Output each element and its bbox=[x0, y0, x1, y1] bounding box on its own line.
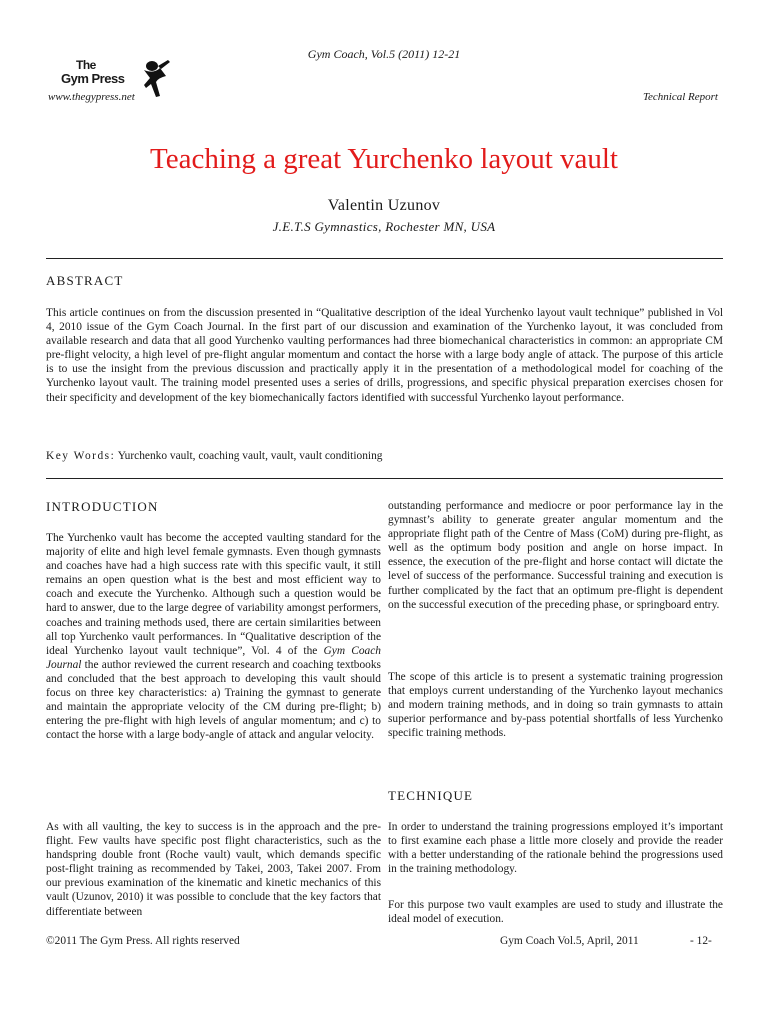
abstract-heading: ABSTRACT bbox=[46, 273, 124, 288]
journal-name-italic: Gym Coach Journal bbox=[46, 644, 381, 671]
introduction-paragraph-3: outstanding performance and mediocre or poor performance lay in the gymnast’s ability to generate greater angular momentum and the appropriate flight path of the Centre of Mass (CoM) during pre-flight, as well as the optimum body position and angle on horse impact. In essence, the execution of the pre-flight and horse contact will dictate the level of success of the performance. Successful training and execution is further complicated by the fact that an optimum pre-flight is dependent on the successful execution of the preceding phase, or springboard entry. bbox=[388, 500, 723, 611]
author-affiliation: J.E.T.S Gymnastics, Rochester MN, USA bbox=[272, 219, 496, 234]
intro-p1-part2: the author reviewed the current research and coaching textbooks and concluded that the best approach to developing this vault should focus on three key characteristics: a) Training the gymnast to generate and maintain the appropriate velocity of the CM during pre-flight; b) entering the pre-flight with high levels of angular momentum; and c) to contact the horse with a large body-angle of attack and angular velocity. bbox=[46, 658, 381, 742]
introduction-paragraph-4: The scope of this article is to present a systematic training progression that employs current understanding of the Yurchenko layout mechanics and modern training methods, and in doing so train gymnasts to attain superior performance and by-pass potential shortfalls of less Yurchenko specific training methods. bbox=[388, 671, 723, 740]
keywords-label: Key Words: bbox=[46, 450, 116, 462]
technique-paragraph-1: In order to understand the training progressions employed it’s important to first examine each phase a little more closely and provide the reader with a better understanding of the rationale behind the progressions used in the training methodology. bbox=[388, 821, 723, 876]
issue-info: Gym Coach Vol.5, April, 2011 bbox=[500, 935, 639, 947]
logo-text-gym-press: Gym Press bbox=[61, 71, 125, 86]
page-number: - 12- bbox=[690, 935, 712, 947]
top-divider bbox=[46, 258, 723, 259]
website-link[interactable]: www.thegypress.net bbox=[48, 91, 135, 103]
keywords-text: Yurchenko vault, coaching vault, vault, vault conditioning bbox=[117, 450, 383, 462]
introduction-heading: INTRODUCTION bbox=[46, 499, 159, 514]
author-name: Valentin Uzunov bbox=[327, 197, 441, 214]
article-title: Teaching a great Yurchenko layout vault bbox=[150, 143, 618, 175]
abstract-divider bbox=[46, 478, 723, 479]
technique-heading: TECHNIQUE bbox=[388, 788, 474, 803]
logo-text-the: The bbox=[76, 58, 96, 72]
intro-p1-part1: The Yurchenko vault has become the accepted vaulting standard for the majority of elite and high level female gymnasts. Even though gymnasts and coaches have had a high success rate with this specific vault, it still remains an open question what is the best and most efficient way to coach and execute the Yurchenko. Although such a question would be hard to answer, due to the large degree of variability amongst performers, coaches and training methods used, there are certain similarities between all top Yurchenko vault performances. In “Qualitative description of the ideal Yurchenko layout vault technique”, Vol. 4 of the bbox=[46, 532, 381, 657]
report-type-label: Technical Report bbox=[642, 91, 718, 103]
copyright-notice: ©2011 The Gym Press. All rights reserved bbox=[46, 935, 240, 947]
introduction-paragraph-2: As with all vaulting, the key to success is in the approach and the pre-flight. Few vaults have specific post flight characteristics, such as the handspring double front (Roche vault) vault, which demands specific post-flight training as recommended by Takei, 2003, Takei 2007. From our previous examination of the kinematic and kinetic mechanics of this vault (Uzunov, 2010) it was possible to conclude that the key factors that differentiate between bbox=[46, 821, 381, 918]
introduction-paragraph-1 bbox=[46, 531, 381, 742]
keywords-line bbox=[46, 450, 382, 462]
technique-paragraph-2: For this purpose two vault examples are used to study and illustrate the ideal model of execution. bbox=[388, 899, 723, 926]
gymnast-silhouette-icon bbox=[136, 56, 176, 102]
abstract-text: This article continues on from the discussion presented in “Qualitative description of the ideal Yurchenko layout vault technique” published in Vol 4, 2010 issue of the Gym Coach Journal. In the first part of our discussion and examination of the Yurchenko layout, it was concluded from available research and data that all good Yurchenko vaulting performances had three biomechanical characteristics in common: an appropriate CM pre-flight velocity, a high level of pre-flight angular momentum and contact the horse with a large body angle of attack. The purpose of this article is to use the insight from the previous discussion and practically apply it in the presentation of a methodological model for coaching of the Yurchenko layout vault. The training model presented uses a series of drills, progressions, and specific physical preparation exercises chosen for their specificity and development of the key biomechanically factors identified with successful Yurchenko layout performance. bbox=[46, 307, 723, 404]
journal-reference: Gym Coach, Vol.5 (2011) 12-21 bbox=[307, 47, 461, 61]
